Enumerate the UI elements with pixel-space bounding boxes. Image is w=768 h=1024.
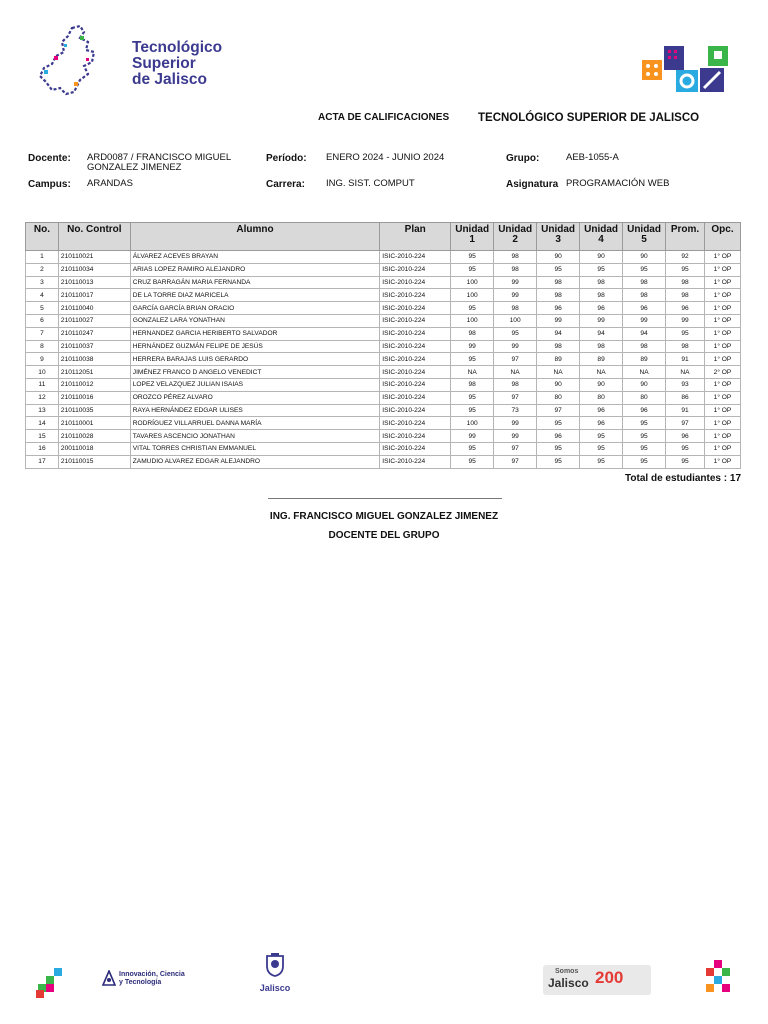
cell-alumno: TAVARES ASCENCIO JONATHAN (130, 430, 380, 443)
cell-unidad-2: 97 (494, 353, 537, 366)
cell-alumno: HERRERA BARAJAS LUIS GERARDO (130, 353, 380, 366)
cell-unidad-3: 95 (537, 417, 580, 430)
table-row (26, 442, 741, 455)
cell-unidad-5: 96 (623, 302, 666, 315)
cell-unidad-5: 94 (623, 327, 666, 340)
col-header-unidad-5: Unidad 5 (623, 223, 666, 251)
cell-no: 13 (26, 404, 59, 417)
cell-unidad-1: 99 (451, 340, 494, 353)
jalisco-logo (252, 952, 298, 998)
innovacion-line-1: Innovación, Ciencia (119, 971, 185, 978)
table-row (26, 417, 741, 430)
cell-prom: 97 (666, 417, 705, 430)
cell-opc: 1° OP (704, 404, 740, 417)
col-header-unidad-1: Unidad 1 (451, 223, 494, 251)
innovacion-text (119, 971, 185, 986)
cell-unidad-5: 90 (623, 251, 666, 264)
cell-unidad-3: 95 (537, 263, 580, 276)
cell-unidad-4: 95 (580, 442, 623, 455)
innovacion-icon (102, 970, 116, 986)
cell-unidad-1: 95 (451, 391, 494, 404)
logo-wordmark (132, 40, 222, 88)
cell-unidad-2: 97 (494, 391, 537, 404)
cell-opc: 1° OP (704, 340, 740, 353)
cell-unidad-3: 80 (537, 391, 580, 404)
cell-control: 210110040 (58, 302, 130, 315)
cell-unidad-4: 95 (580, 430, 623, 443)
cell-alumno: CRUZ BARRAGÁN MARIA FERNANDA (130, 276, 380, 289)
cell-no: 8 (26, 340, 59, 353)
table-row (26, 327, 741, 340)
total-students: Total de estudiantes : 17 (625, 473, 741, 484)
cell-unidad-3: 96 (537, 302, 580, 315)
cell-plan: ISIC-2010-224 (380, 391, 451, 404)
cell-unidad-4: 96 (580, 417, 623, 430)
cell-prom: 98 (666, 340, 705, 353)
cell-unidad-3: 96 (537, 430, 580, 443)
cell-opc: 1° OP (704, 442, 740, 455)
table-row (26, 366, 741, 379)
cell-alumno: LOPEZ VELAZQUEZ JULIAN ISAIAS (130, 378, 380, 391)
innovacion-logo (102, 968, 202, 990)
cell-prom: 91 (666, 404, 705, 417)
cell-plan: ISIC-2010-224 (380, 353, 451, 366)
cell-unidad-4: 98 (580, 289, 623, 302)
cell-control: 210110013 (58, 276, 130, 289)
cell-no: 7 (26, 327, 59, 340)
institution-logo (34, 22, 234, 106)
cell-unidad-2: 97 (494, 442, 537, 455)
cell-opc: 1° OP (704, 430, 740, 443)
cell-opc: 1° OP (704, 378, 740, 391)
cell-control: 210110247 (58, 327, 130, 340)
cell-plan: ISIC-2010-224 (380, 417, 451, 430)
cell-unidad-3: 89 (537, 353, 580, 366)
cell-control: 210110035 (58, 404, 130, 417)
cell-unidad-4: 95 (580, 455, 623, 468)
cell-no: 5 (26, 302, 59, 315)
cell-no: 9 (26, 353, 59, 366)
cell-unidad-3: 90 (537, 378, 580, 391)
cell-alumno: ÁLVAREZ ACEVES BRAYAN (130, 251, 380, 264)
col-header-prom: Prom. (666, 223, 705, 251)
cell-opc: 1° OP (704, 251, 740, 264)
table-row (26, 391, 741, 404)
cell-unidad-2: 98 (494, 378, 537, 391)
jalisco-crest-icon (262, 952, 288, 978)
cell-unidad-3: 99 (537, 314, 580, 327)
cell-plan: ISIC-2010-224 (380, 251, 451, 264)
cell-alumno: HERNANDEZ GARCIA HERIBERTO SALVADOR (130, 327, 380, 340)
cell-no: 12 (26, 391, 59, 404)
table-row (26, 314, 741, 327)
cell-no: 14 (26, 417, 59, 430)
cell-plan: ISIC-2010-224 (380, 314, 451, 327)
cell-unidad-1: 95 (451, 251, 494, 264)
campus-label: Campus: (28, 179, 71, 190)
cell-prom: 95 (666, 327, 705, 340)
cell-alumno: ZAMUDIO ALVAREZ EDGAR ALEJANDRO (130, 455, 380, 468)
cell-alumno: ARIAS LOPEZ RAMIRO ALEJANDRO (130, 263, 380, 276)
signature-role: DOCENTE DEL GRUPO (328, 530, 440, 541)
cell-unidad-4: 90 (580, 251, 623, 264)
grades-table (25, 222, 741, 469)
cell-unidad-2: 99 (494, 417, 537, 430)
table-row (26, 404, 741, 417)
cell-prom: 95 (666, 455, 705, 468)
cell-plan: ISIC-2010-224 (380, 442, 451, 455)
cell-alumno: RODRÍGUEZ VILLARRUEL DANNA MARÍA (130, 417, 380, 430)
table-header-row (26, 223, 741, 251)
logo-line-3: de Jalisco (132, 71, 207, 88)
somos-jalisco-200-logo (543, 965, 651, 995)
periodo-value: ENERO 2024 - JUNIO 2024 (326, 152, 445, 163)
cell-control: 210110012 (58, 378, 130, 391)
col-header-opc: Opc. (704, 223, 740, 251)
cell-plan: ISIC-2010-224 (380, 327, 451, 340)
cell-unidad-1: 95 (451, 455, 494, 468)
cell-unidad-4: NA (580, 366, 623, 379)
periodo-label: Período: (266, 153, 307, 164)
cell-control: 210110016 (58, 391, 130, 404)
cell-prom: NA (666, 366, 705, 379)
cell-unidad-3: 90 (537, 251, 580, 264)
cell-prom: 98 (666, 276, 705, 289)
cell-unidad-1: 100 (451, 314, 494, 327)
cell-unidad-2: 99 (494, 430, 537, 443)
cell-plan: ISIC-2010-224 (380, 263, 451, 276)
jalisco-text: Jalisco (259, 983, 291, 993)
cell-alumno: JIMÉNEZ FRANCO D ANGELO VENEDICT (130, 366, 380, 379)
grades-table-body (26, 251, 741, 469)
cell-unidad-5: 95 (623, 263, 666, 276)
cell-prom: 95 (666, 263, 705, 276)
logo-line-2: Superior (132, 55, 196, 72)
cell-unidad-3: 98 (537, 276, 580, 289)
cell-no: 16 (26, 442, 59, 455)
cell-unidad-1: 95 (451, 263, 494, 276)
carrera-value: ING. SIST. COMPUT (326, 178, 415, 189)
somos-text: Somos (555, 968, 579, 975)
cell-unidad-3: 98 (537, 340, 580, 353)
cell-control: 210110001 (58, 417, 130, 430)
table-row (26, 276, 741, 289)
cell-unidad-4: 95 (580, 263, 623, 276)
cell-unidad-2: 98 (494, 263, 537, 276)
cell-unidad-5: 90 (623, 378, 666, 391)
cell-unidad-2: 99 (494, 340, 537, 353)
signature-line (268, 498, 502, 499)
cell-no: 15 (26, 430, 59, 443)
cell-prom: 96 (666, 302, 705, 315)
cell-unidad-5: NA (623, 366, 666, 379)
cell-opc: 2° OP (704, 366, 740, 379)
cell-unidad-5: 99 (623, 314, 666, 327)
cell-unidad-4: 96 (580, 302, 623, 315)
cell-prom: 99 (666, 314, 705, 327)
table-row (26, 340, 741, 353)
cell-alumno: GONZALEZ LARA YONATHAN (130, 314, 380, 327)
cell-prom: 93 (666, 378, 705, 391)
cell-no: 4 (26, 289, 59, 302)
cell-unidad-5: 89 (623, 353, 666, 366)
cell-unidad-1: 95 (451, 442, 494, 455)
col-header-no: No. (26, 223, 59, 251)
cell-unidad-4: 98 (580, 276, 623, 289)
cell-unidad-5: 98 (623, 340, 666, 353)
docente-label: Docente: (28, 153, 71, 164)
cell-control: 210110028 (58, 430, 130, 443)
table-row (26, 289, 741, 302)
cell-unidad-5: 95 (623, 430, 666, 443)
pixel-deco-right-icon (704, 960, 734, 998)
cell-no: 10 (26, 366, 59, 379)
document-title: ACTA DE CALIFICACIONES (318, 112, 450, 123)
cell-opc: 1° OP (704, 302, 740, 315)
signature-name: ING. FRANCISCO MIGUEL GONZALEZ JIMENEZ (269, 511, 499, 522)
cell-unidad-2: 99 (494, 289, 537, 302)
pixel-deco-left-icon (36, 968, 66, 998)
cell-unidad-1: NA (451, 366, 494, 379)
cell-unidad-4: 80 (580, 391, 623, 404)
cell-plan: ISIC-2010-224 (380, 455, 451, 468)
cell-unidad-2: 98 (494, 251, 537, 264)
cell-unidad-1: 100 (451, 276, 494, 289)
table-row (26, 251, 741, 264)
cell-unidad-2: 98 (494, 302, 537, 315)
table-row (26, 353, 741, 366)
cell-unidad-3: 95 (537, 455, 580, 468)
cell-no: 11 (26, 378, 59, 391)
cell-unidad-5: 95 (623, 417, 666, 430)
table-row (26, 263, 741, 276)
docente-value: ARD0087 / FRANCISCO MIGUEL GONZALEZ JIMENEZ (87, 152, 231, 173)
cell-unidad-5: 98 (623, 289, 666, 302)
campus-value: ARANDAS (87, 178, 133, 189)
cell-no: 3 (26, 276, 59, 289)
col-header-plan: Plan (380, 223, 451, 251)
cell-unidad-5: 95 (623, 442, 666, 455)
cell-control: 210112051 (58, 366, 130, 379)
cell-opc: 1° OP (704, 314, 740, 327)
cell-control: 210110038 (58, 353, 130, 366)
innovacion-line-2: y Tecnología (119, 978, 162, 986)
cell-unidad-3: 97 (537, 404, 580, 417)
somos-jalisco-text: Jalisco (548, 976, 589, 990)
col-header-unidad-4: Unidad 4 (580, 223, 623, 251)
cell-unidad-2: 73 (494, 404, 537, 417)
cell-unidad-3: 98 (537, 289, 580, 302)
table-row (26, 430, 741, 443)
cell-unidad-4: 99 (580, 314, 623, 327)
asignatura-value: PROGRAMACIÓN WEB (566, 178, 670, 189)
cell-unidad-5: 96 (623, 404, 666, 417)
cell-unidad-2: 99 (494, 276, 537, 289)
table-row (26, 302, 741, 315)
col-header-control: No. Control (58, 223, 130, 251)
somos-200-text: 200 (595, 968, 624, 987)
cell-prom: 96 (666, 430, 705, 443)
cell-control: 210110017 (58, 289, 130, 302)
cell-opc: 1° OP (704, 289, 740, 302)
cell-unidad-4: 90 (580, 378, 623, 391)
cell-unidad-5: 95 (623, 455, 666, 468)
cell-opc: 1° OP (704, 455, 740, 468)
cell-alumno: VITAL TORRES CHRISTIAN EMMANUEL (130, 442, 380, 455)
cell-alumno: GARCÍA GARCÍA BRIAN ORACIO (130, 302, 380, 315)
col-header-alumno: Alumno (130, 223, 380, 251)
grupo-value: AEB-1055-A (566, 152, 619, 163)
cell-unidad-1: 95 (451, 302, 494, 315)
cell-control: 210110015 (58, 455, 130, 468)
cell-no: 17 (26, 455, 59, 468)
cell-plan: ISIC-2010-224 (380, 340, 451, 353)
cell-unidad-3: NA (537, 366, 580, 379)
cell-control: 210110034 (58, 263, 130, 276)
cell-no: 1 (26, 251, 59, 264)
table-row (26, 455, 741, 468)
col-header-unidad-3: Unidad 3 (537, 223, 580, 251)
cell-control: 210110021 (58, 251, 130, 264)
cell-unidad-1: 100 (451, 417, 494, 430)
cell-unidad-5: 80 (623, 391, 666, 404)
cell-unidad-1: 98 (451, 378, 494, 391)
cell-unidad-1: 95 (451, 404, 494, 417)
cell-unidad-2: 100 (494, 314, 537, 327)
cell-alumno: HERNÁNDEZ GUZMÁN FELIPE DE JESÚS (130, 340, 380, 353)
logo-line-1: Tecnológico (132, 39, 223, 56)
table-row (26, 378, 741, 391)
cell-opc: 1° OP (704, 263, 740, 276)
cell-opc: 1° OP (704, 391, 740, 404)
grupo-label: Grupo: (506, 153, 540, 164)
cell-plan: ISIC-2010-224 (380, 430, 451, 443)
carrera-label: Carrera: (266, 179, 305, 190)
cell-unidad-1: 95 (451, 353, 494, 366)
cell-prom: 95 (666, 442, 705, 455)
cell-plan: ISIC-2010-224 (380, 378, 451, 391)
cell-no: 2 (26, 263, 59, 276)
cell-plan: ISIC-2010-224 (380, 302, 451, 315)
cell-alumno: OROZCO PÉREZ ALVARO (130, 391, 380, 404)
cell-control: 210110027 (58, 314, 130, 327)
cell-opc: 1° OP (704, 353, 740, 366)
institution-title: TECNOLÓGICO SUPERIOR DE JALISCO (478, 112, 700, 124)
cell-unidad-4: 96 (580, 404, 623, 417)
cell-unidad-5: 98 (623, 276, 666, 289)
cell-plan: ISIC-2010-224 (380, 404, 451, 417)
cell-unidad-1: 100 (451, 289, 494, 302)
asignatura-label: Asignatura (506, 179, 559, 190)
cell-control: 210110037 (58, 340, 130, 353)
cell-opc: 1° OP (704, 417, 740, 430)
cell-no: 6 (26, 314, 59, 327)
jalisco-map-icon (34, 22, 129, 106)
cell-unidad-3: 94 (537, 327, 580, 340)
cell-prom: 86 (666, 391, 705, 404)
cell-prom: 98 (666, 289, 705, 302)
cell-prom: 91 (666, 353, 705, 366)
cell-opc: 1° OP (704, 327, 740, 340)
cell-plan: ISIC-2010-224 (380, 276, 451, 289)
cell-alumno: DE LA TORRE DIAZ MARICELA (130, 289, 380, 302)
col-header-unidad-2: Unidad 2 (494, 223, 537, 251)
cell-unidad-1: 99 (451, 430, 494, 443)
cell-prom: 92 (666, 251, 705, 264)
cell-unidad-4: 94 (580, 327, 623, 340)
cell-unidad-2: 97 (494, 455, 537, 468)
cell-unidad-4: 98 (580, 340, 623, 353)
cell-unidad-2: NA (494, 366, 537, 379)
cell-unidad-4: 89 (580, 353, 623, 366)
tecnologico-deco-icon (640, 46, 732, 94)
cell-opc: 1° OP (704, 276, 740, 289)
cell-plan: ISIC-2010-224 (380, 289, 451, 302)
cell-unidad-2: 95 (494, 327, 537, 340)
cell-alumno: RAYA HERNÁNDEZ EDGAR ULISES (130, 404, 380, 417)
cell-plan: ISIC-2010-224 (380, 366, 451, 379)
cell-unidad-1: 98 (451, 327, 494, 340)
cell-unidad-3: 95 (537, 442, 580, 455)
cell-control: 200110018 (58, 442, 130, 455)
